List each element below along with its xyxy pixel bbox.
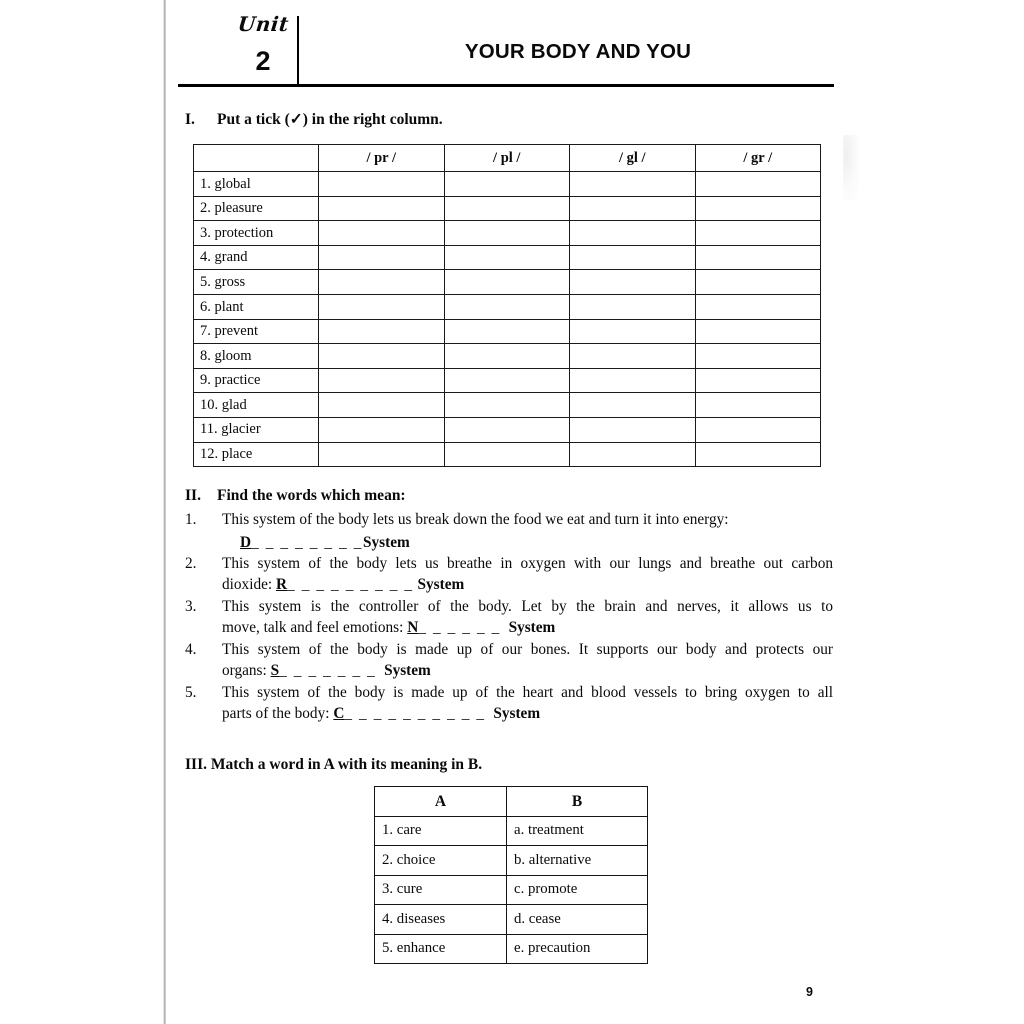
header-vertical-divider	[297, 16, 299, 86]
table-row	[194, 417, 821, 442]
tick-word-cell: 8. gloom	[194, 344, 319, 369]
tick-cell-pl[interactable]	[444, 245, 570, 270]
tick-cell-pr[interactable]	[319, 196, 445, 221]
answer-blank: _ _ _ _ _ _ _ _ _ _	[344, 705, 486, 722]
tick-cell-gl[interactable]	[570, 442, 696, 467]
tick-cell-pl[interactable]	[444, 393, 570, 418]
table-row	[375, 905, 648, 935]
matching-cell-b[interactable]: b. alternative	[507, 846, 648, 876]
tick-word-cell: 6. plant	[194, 294, 319, 319]
table-row	[194, 172, 821, 197]
tick-header-blank	[194, 145, 319, 172]
tick-cell-pl[interactable]	[444, 196, 570, 221]
answer-initial: S	[270, 662, 280, 679]
tick-word-cell: 9. practice	[194, 368, 319, 393]
matching-header-b: B	[507, 787, 648, 817]
question-item	[185, 553, 833, 595]
table-row	[375, 875, 648, 905]
tick-cell-pr[interactable]	[319, 294, 445, 319]
table-row	[194, 393, 821, 418]
tick-cell-gl[interactable]	[570, 196, 696, 221]
answer-initial: C	[333, 705, 345, 722]
answer-suffix: System	[363, 534, 410, 551]
question-text: This system is the controller of the body. Let by the brain and nerves, it allows us to	[222, 598, 833, 615]
tick-cell-pr[interactable]	[319, 417, 445, 442]
question-answer-line	[222, 532, 833, 553]
question-item	[185, 596, 833, 638]
table-row	[194, 294, 821, 319]
answer-initial: D	[240, 534, 252, 551]
tick-cell-pl[interactable]	[444, 294, 570, 319]
tick-table-header-row	[194, 145, 821, 172]
answer-blank: _ _ _ _ _ _ _	[279, 662, 377, 679]
question-item	[185, 509, 833, 553]
tick-header-gr: / gr /	[695, 145, 821, 172]
matching-cell-a[interactable]: 5. enhance	[375, 934, 507, 964]
tick-cell-gl[interactable]	[570, 221, 696, 246]
section-2-number: II.	[185, 487, 201, 504]
tick-cell-gl[interactable]	[570, 368, 696, 393]
tick-cell-gl[interactable]	[570, 245, 696, 270]
table-row	[375, 816, 648, 846]
question-answer-line	[222, 574, 833, 595]
question-text: This system of the body is made up of the heart and blood vessels to bring oxygen to all	[222, 684, 833, 701]
tick-cell-pl[interactable]	[444, 442, 570, 467]
question-number: 2.	[185, 555, 197, 572]
tick-cell-gr[interactable]	[695, 368, 821, 393]
tick-word-cell: 11. glacier	[194, 417, 319, 442]
tick-cell-pl[interactable]	[444, 319, 570, 344]
tick-cell-pr[interactable]	[319, 368, 445, 393]
question-number: 4.	[185, 641, 197, 658]
tick-word-cell: 12. place	[194, 442, 319, 467]
tick-header-gl: / gl /	[570, 145, 696, 172]
table-row	[194, 270, 821, 295]
tick-cell-pr[interactable]	[319, 344, 445, 369]
section-2-title: Find the words which mean:	[217, 487, 406, 504]
answer-suffix: System	[417, 576, 465, 593]
tick-cell-gl[interactable]	[570, 319, 696, 344]
table-row	[194, 319, 821, 344]
table-row	[194, 344, 821, 369]
section-2-heading	[185, 487, 406, 505]
tick-cell-gr[interactable]	[695, 196, 821, 221]
tick-cell-gr[interactable]	[695, 294, 821, 319]
question-number: 5.	[185, 684, 197, 701]
question-text-cont: organs:	[222, 662, 267, 679]
section-2-question-list	[185, 509, 833, 725]
tick-cell-pl[interactable]	[444, 270, 570, 295]
matching-cell-a[interactable]: 4. diseases	[375, 905, 507, 935]
tick-cell-pr[interactable]	[319, 172, 445, 197]
tick-cell-pl[interactable]	[444, 172, 570, 197]
tick-cell-pl[interactable]	[444, 368, 570, 393]
header-horizontal-rule	[178, 84, 834, 87]
answer-suffix: System	[508, 619, 556, 636]
tick-cell-gr[interactable]	[695, 344, 821, 369]
tick-cell-gl[interactable]	[570, 270, 696, 295]
tick-word-cell: 10. glad	[194, 393, 319, 418]
unit-number: 2	[255, 46, 271, 76]
unit-label: Unit	[236, 12, 290, 36]
section-1-heading	[185, 110, 443, 129]
matching-table	[374, 786, 648, 964]
page-title: YOUR BODY AND YOU	[464, 40, 692, 63]
matching-cell-a[interactable]: 1. care	[375, 816, 507, 846]
table-row	[194, 442, 821, 467]
answer-suffix: System	[493, 705, 541, 722]
answer-initial: N	[407, 619, 419, 636]
question-number: 3.	[185, 598, 197, 615]
tick-cell-gl[interactable]	[570, 417, 696, 442]
tick-cell-pl[interactable]	[444, 417, 570, 442]
question-item	[185, 682, 833, 724]
section-3-heading: III. Match a word in A with its meaning in B.	[185, 756, 483, 773]
tick-word-cell: 4. grand	[194, 245, 319, 270]
answer-blank: _ _ _ _ _ _ _ _	[251, 534, 364, 551]
question-text: This system of the body is made up of our bones. It supports our body and protects our	[222, 641, 833, 658]
tick-cell-gl[interactable]	[570, 294, 696, 319]
question-text: This system of the body lets us breathe in oxygen with our lungs and breathe out carbon	[222, 555, 833, 572]
question-text: This system of the body lets us break down the food we eat and turn it into energy:	[222, 511, 729, 528]
tick-cell-pr[interactable]	[319, 270, 445, 295]
tick-cell-gr[interactable]	[695, 245, 821, 270]
answer-suffix: System	[384, 662, 431, 679]
matching-cell-b[interactable]: a. treatment	[507, 816, 648, 846]
tick-word-cell: 5. gross	[194, 270, 319, 295]
matching-cell-a[interactable]: 2. choice	[375, 846, 507, 876]
matching-table-header-row	[375, 787, 648, 817]
question-answer-line	[222, 703, 833, 724]
section-1-number: I.	[185, 111, 195, 128]
answer-blank: _ _ _ _ _ _ _ _ _	[287, 576, 414, 593]
matching-header-a: A	[375, 787, 507, 817]
tick-cell-gr[interactable]	[695, 393, 821, 418]
question-text-cont: move, talk and feel emotions:	[222, 619, 404, 636]
table-row	[194, 245, 821, 270]
section-1-title: Put a tick (✓) in the right column.	[217, 111, 443, 128]
matching-cell-a[interactable]: 3. cure	[375, 875, 507, 905]
tick-header-pr: / pr /	[319, 145, 445, 172]
question-number: 1.	[185, 511, 197, 528]
matching-cell-b[interactable]: c. promote	[507, 875, 648, 905]
tick-cell-gr[interactable]	[695, 442, 821, 467]
tick-table	[193, 144, 821, 467]
tick-cell-gr[interactable]	[695, 221, 821, 246]
tick-cell-pr[interactable]	[319, 442, 445, 467]
question-answer-line	[222, 660, 833, 681]
tick-cell-pl[interactable]	[444, 344, 570, 369]
tick-cell-gl[interactable]	[570, 393, 696, 418]
question-answer-line	[222, 617, 833, 638]
tick-word-cell: 1. global	[194, 172, 319, 197]
unit-block	[208, 14, 318, 75]
table-row	[194, 368, 821, 393]
table-row	[194, 221, 821, 246]
tick-cell-gr[interactable]	[695, 319, 821, 344]
tick-cell-pr[interactable]	[319, 221, 445, 246]
tick-cell-gr[interactable]	[695, 417, 821, 442]
tick-cell-gl[interactable]	[570, 344, 696, 369]
tick-cell-gl[interactable]	[570, 172, 696, 197]
answer-initial: R	[275, 576, 288, 593]
tick-header-pl: / pl /	[444, 145, 570, 172]
matching-cell-b[interactable]: d. cease	[507, 905, 648, 935]
tick-cell-gr[interactable]	[695, 172, 821, 197]
tick-word-cell: 3. protection	[194, 221, 319, 246]
page-header	[178, 14, 834, 86]
table-row	[194, 196, 821, 221]
tick-cell-pr[interactable]	[319, 393, 445, 418]
table-row	[375, 934, 648, 964]
tick-cell-gr[interactable]	[695, 270, 821, 295]
tick-cell-pl[interactable]	[444, 221, 570, 246]
tick-cell-pr[interactable]	[319, 319, 445, 344]
tick-word-cell: 7. prevent	[194, 319, 319, 344]
matching-cell-b[interactable]: e. precaution	[507, 934, 648, 964]
answer-blank: _ _ _ _ _ _	[418, 619, 501, 636]
question-text-cont: dioxide:	[222, 576, 273, 593]
tick-word-cell: 2. pleasure	[194, 196, 319, 221]
tick-cell-pr[interactable]	[319, 245, 445, 270]
page-number: 9	[806, 985, 813, 999]
question-text-cont: parts of the body:	[222, 705, 330, 722]
question-item	[185, 639, 833, 681]
table-row	[375, 846, 648, 876]
